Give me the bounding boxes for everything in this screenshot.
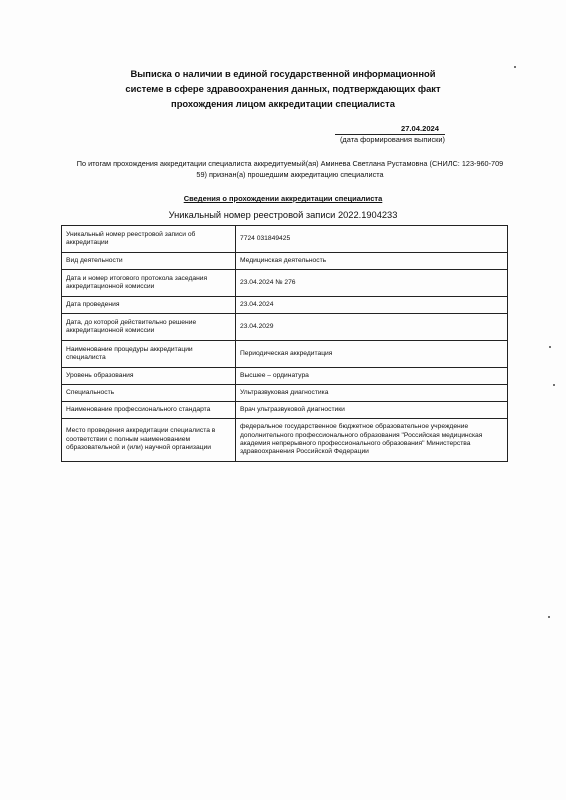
row-label: Дата, до которой действительно решение аккредитационной комиссии [62, 314, 236, 341]
table-row [62, 226, 508, 253]
intro-line: По итогам прохождения аккредитации специалиста аккредитуемый(ая) Аминева Светлана Рустамовна (СНИЛС: 123-960-709 [76, 159, 504, 168]
table-row [62, 419, 508, 462]
row-label: Вид деятельности [62, 253, 236, 270]
scan-speck [548, 616, 550, 618]
table-row [62, 270, 508, 297]
row-value: 23.04.2029 [236, 314, 508, 341]
document-title [120, 66, 446, 111]
row-value: федеральное государственное бюджетное образовательное учреждение дополнительного профессионального образования "Российская медицинская академия непрерывного профессионального образования" Министерства здравоохранения Российской Федерации [236, 419, 508, 462]
registry-number: Уникальный номер реестровой записи 2022.1904233 [168, 210, 398, 220]
table-row [62, 385, 508, 402]
row-label: Наименование профессионального стандарта [62, 402, 236, 419]
row-value: Врач ультразвуковой диагностики [236, 402, 508, 419]
row-value: 23.04.2024 № 276 [236, 270, 508, 297]
title-line: системе в сфере здравоохранения данных, подтверждающих факт [125, 83, 441, 94]
row-label: Уникальный номер реестровой записи об аккредитации [62, 226, 236, 253]
issue-date-caption: (дата формирования выписки) [339, 135, 445, 144]
intro-line: 59) признан(а) прошедшим аккредитацию специалиста [196, 169, 384, 179]
table-row [62, 314, 508, 341]
issue-date-block [335, 124, 445, 145]
row-value: Высшее – ординатура [236, 368, 508, 385]
row-value: Ультразвуковая диагностика [236, 385, 508, 402]
row-value: 7724 031849425 [236, 226, 508, 253]
scan-speck [514, 66, 516, 68]
row-label: Наименование процедуры аккредитации специалиста [62, 341, 236, 368]
row-value: Медицинская деятельность [236, 253, 508, 270]
table-row [62, 368, 508, 385]
row-label: Место проведения аккредитации специалиста в соответствии с полным наименованием образовательной и (или) научной организации [62, 419, 236, 462]
issue-date: 27.04.2024 [335, 124, 445, 135]
row-label: Дата проведения [62, 297, 236, 314]
row-label: Дата и номер итогового протокола заседания аккредитационной комиссии [62, 270, 236, 297]
section-heading: Сведения о прохождении аккредитации специалиста [183, 194, 383, 203]
row-label: Специальность [62, 385, 236, 402]
title-line: прохождения лицом аккредитации специалиста [171, 98, 395, 109]
table-row [62, 341, 508, 368]
table-row [62, 402, 508, 419]
intro-paragraph [70, 159, 510, 180]
table-row [62, 253, 508, 270]
title-line: Выписка о наличии в единой государственной информационной [130, 68, 436, 79]
row-label: Уровень образования [62, 368, 236, 385]
accreditation-table [61, 225, 508, 462]
table-row [62, 297, 508, 314]
row-value: 23.04.2024 [236, 297, 508, 314]
scan-speck [553, 384, 555, 386]
scan-speck [549, 346, 551, 348]
row-value: Периодическая аккредитация [236, 341, 508, 368]
